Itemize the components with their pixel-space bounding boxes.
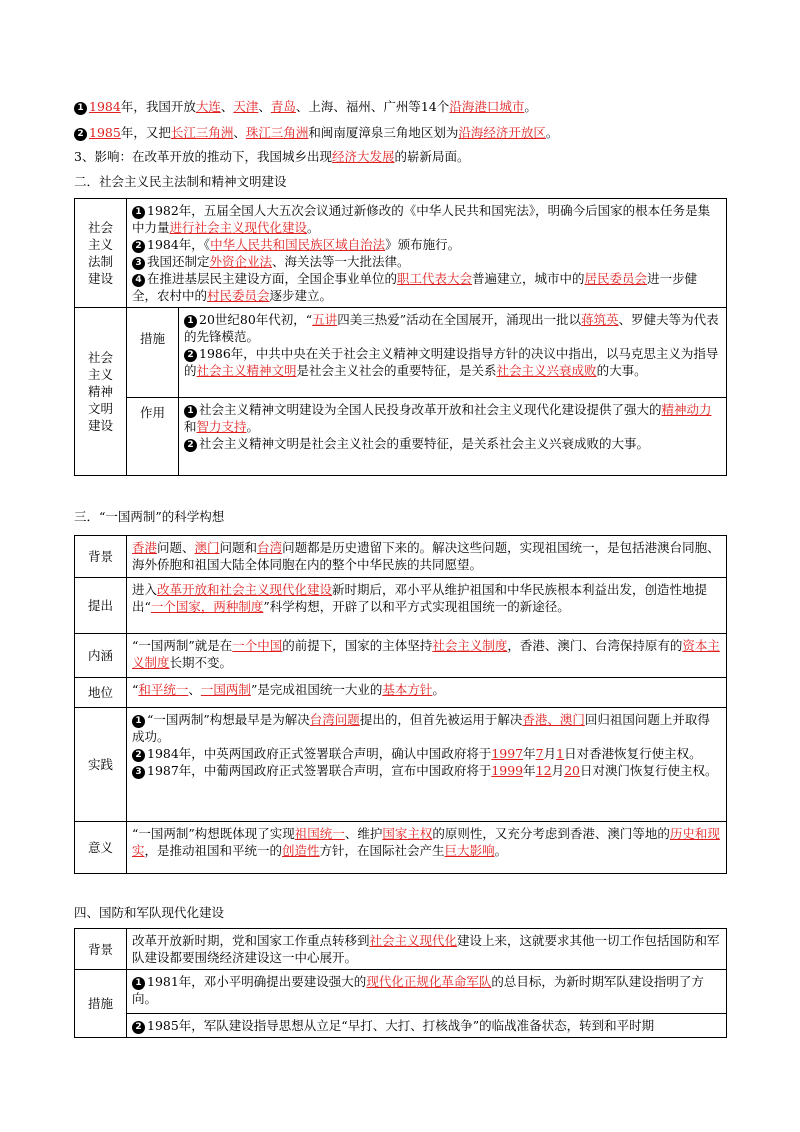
- text-run: 1984年，中英两国政府正式签署联合声明，确认中国政府将于: [147, 746, 492, 761]
- key-term: 1984: [89, 99, 121, 114]
- key-term: 国家主权: [382, 826, 433, 841]
- number-badge-1: 1: [132, 977, 145, 990]
- text-run: 日对香港恢复行使主权。: [564, 746, 702, 761]
- text-run: 1982年，五届全国人大五次会议通过新修改的《中华人民共和国宪法》，明确今后国家的根本任务是集中力量: [132, 203, 711, 235]
- defense-bg-content: [127, 929, 727, 970]
- content-line: [132, 973, 721, 1007]
- text-run: 提出的，但首先被运用于解决: [359, 712, 523, 727]
- text-run: 逐步建立。: [269, 288, 333, 303]
- text-run: 的原则性，又充分考虑到香港、澳门等地的: [432, 826, 670, 841]
- text-run: 。: [307, 220, 320, 235]
- text-run: 20世纪80年代初，“: [199, 312, 313, 327]
- cuoshi-label: 措施: [127, 308, 179, 398]
- text-run: 、罗健夫等为代表的先锋模范。: [184, 312, 719, 344]
- key-term: 1997: [491, 746, 524, 761]
- text-run: 和闽南厦漳泉三角地区划为: [308, 125, 459, 140]
- key-term: 蒋筑英: [581, 312, 619, 327]
- key-term: 澳门: [194, 540, 220, 555]
- fazhi-header: 社会主义法制建设: [75, 199, 127, 308]
- text-run: 问题都是历史遗留下来的。解决这些问题，实现祖国统一，是包括港澳台同胞、海外侨胞和祖国大陆全体同胞在内的整个中华民族的共同愿望。: [132, 540, 720, 572]
- defense-cs-1: [127, 970, 727, 1014]
- key-term: 20: [564, 763, 580, 778]
- key-term: 社会主义兴衰成败: [496, 363, 597, 378]
- key-term: 智力支持: [196, 419, 247, 434]
- text-run: 、: [258, 99, 271, 114]
- table-row: [75, 678, 727, 708]
- text-run: “一国两制”就是在: [132, 638, 233, 653]
- text-run: 、维护: [344, 826, 383, 841]
- civilization-table: [74, 198, 727, 476]
- key-term: 天津: [233, 99, 259, 114]
- fazhi-content: [127, 199, 727, 308]
- text-run: 的前提下，国家的主体坚持: [282, 638, 433, 653]
- number-badge-1: 1: [132, 206, 145, 219]
- text-run: 。: [494, 843, 508, 858]
- number-badge-1: 1: [184, 315, 197, 328]
- text-run: 社会主义精神文明建设为全国人民投身改革开放和社会主义现代化建设提供了强大的: [199, 402, 662, 417]
- row-content: [127, 634, 727, 678]
- text-run: “一国两制”构想既体现了实现: [132, 826, 295, 841]
- key-term: 香港: [132, 540, 158, 555]
- section-4-heading: 四、国防和军队现代化建设: [74, 905, 225, 920]
- text-run: 长期不变。: [169, 655, 233, 670]
- row-content: [127, 822, 727, 874]
- key-term: 台湾: [257, 540, 283, 555]
- text-run: 、: [233, 125, 246, 140]
- key-term: 社会主义精神文明: [196, 363, 297, 378]
- key-term: 社会主义现代化: [369, 933, 458, 948]
- key-term: 创造性: [282, 843, 320, 858]
- text-run: 。: [545, 125, 559, 140]
- text-run: 社会主义精神文明是社会主义社会的重要特征，是关系社会主义兴衰成败的大事。: [199, 436, 650, 451]
- table-row: [75, 634, 727, 678]
- key-term: 基本方针: [382, 682, 433, 697]
- content-line: [132, 681, 721, 698]
- row-label: 内涵: [75, 634, 127, 678]
- number-badge-2: 2: [132, 240, 145, 253]
- text-run: 年，我国开放: [120, 99, 196, 114]
- defense-cs-label: 措施: [75, 970, 127, 1038]
- text-run: 》颁布施行。: [385, 237, 461, 252]
- number-badge-3: 3: [132, 257, 145, 270]
- text-run: 建设上来，这就要求其他一切工作包括国防和军队建设都要围绕经济建设这一中心展开。: [132, 933, 720, 965]
- row-label: 背景: [75, 536, 127, 578]
- text-run: 月: [543, 746, 557, 761]
- key-term: 村民委员会: [207, 288, 270, 303]
- jingshen-header: 社会主义精神文明建设: [75, 308, 127, 476]
- key-term: 居民委员会: [584, 271, 648, 286]
- table-row: [75, 822, 727, 874]
- text-run: 、上海、福州、广州等14个: [295, 99, 450, 114]
- text-run: “: [132, 682, 139, 697]
- key-term: 12: [535, 763, 552, 778]
- rich-text: [89, 99, 537, 114]
- number-badge-1: 1: [132, 715, 145, 728]
- text-run: 年: [523, 746, 536, 761]
- section-2-heading: 二．社会主义民主法制和精神文明建设: [74, 174, 287, 189]
- text-run: 1984年，《: [147, 237, 211, 252]
- number-badge-2: 2: [132, 1021, 145, 1034]
- content-line: [132, 236, 721, 253]
- text-run: 年: [523, 763, 536, 778]
- key-term: 1985: [89, 125, 121, 140]
- text-run: 1987年，中葡两国政府正式签署联合声明，宣布中国政府将于: [147, 763, 492, 778]
- number-badge-2: 2: [74, 128, 87, 141]
- content-line: [132, 270, 721, 304]
- text-run: 3、影响：在改革开放的推动下，我国城乡出现: [74, 149, 332, 164]
- zuoyong-label: 作用: [127, 398, 179, 476]
- key-term: 社会主义制度: [432, 638, 508, 653]
- content-line: [132, 581, 721, 615]
- key-term: 青岛: [270, 99, 296, 114]
- key-term: 一个中国: [232, 638, 283, 653]
- text-run: ”是完成祖国统一大业的: [250, 682, 383, 697]
- key-term: 长江三角洲: [170, 125, 234, 140]
- table-row: [75, 578, 727, 634]
- key-term: 历史和现实: [132, 826, 720, 858]
- text-run: 在推进基层民主建设方面，全国企事业单位的: [147, 271, 398, 286]
- text-run: 进一步健全，农村中的: [132, 271, 698, 303]
- section-3-heading: 三．“一国两制”的科学构想: [74, 509, 225, 524]
- key-term: 巨大影响: [444, 843, 495, 858]
- text-run: 普遍建立，城市中的: [472, 271, 585, 286]
- key-term: 改革开放和社会主义现代化建设: [157, 582, 333, 597]
- number-badge-2: 2: [184, 439, 197, 452]
- content-line: [132, 745, 721, 762]
- text-run: 、: [220, 99, 234, 114]
- text-run: 新时期后，邓小平从维护祖国和中华民族根本利益出发，创造性地提出“: [132, 582, 708, 614]
- number-badge-1: 1: [74, 102, 87, 115]
- key-term: 珠江三角洲: [245, 125, 309, 140]
- row-label: 实践: [75, 708, 127, 822]
- row-content: [127, 708, 727, 822]
- key-term: 外资企业法: [209, 254, 273, 269]
- number-badge-2: 2: [184, 349, 197, 362]
- rich-text: [89, 125, 558, 140]
- zuoyong-content: [179, 398, 727, 476]
- key-term: 和平统一: [138, 682, 189, 697]
- key-term: 一个国家，两种制度: [150, 599, 264, 614]
- intro-line-1: [74, 98, 537, 116]
- text-run: 改革开放新时期，党和国家工作重点转移到: [132, 933, 370, 948]
- key-term: 1: [556, 746, 565, 761]
- number-badge-2: 2: [132, 749, 145, 762]
- intro-line-2: [74, 124, 558, 142]
- content-line: [132, 711, 721, 745]
- content-line: [184, 311, 721, 345]
- impact-line: [74, 148, 470, 166]
- text-run: 。: [246, 419, 260, 434]
- key-term: 大连: [195, 99, 221, 114]
- text-run: 、: [188, 682, 201, 697]
- key-term: 职工代表大会: [397, 271, 473, 286]
- text-run: 四美三热爱”活动在全国展开，涌现出一批以: [337, 312, 582, 327]
- key-term: 台湾问题: [309, 712, 360, 727]
- text-run: 1986年，中共中央在关于社会主义精神文明建设指导方针的决议中指出，以马克思主义为指导的: [184, 346, 719, 378]
- cuoshi-content: [179, 308, 727, 398]
- text-run: 的崭新局面。: [394, 149, 470, 164]
- content-line: [132, 253, 721, 270]
- key-term: 1999: [491, 763, 524, 778]
- key-term: 现代化正规化革命军队: [366, 974, 492, 989]
- content-line: [184, 345, 721, 379]
- content-line: [132, 539, 721, 573]
- text-run: 的总目标，为新时期军队建设指明了方向。: [132, 974, 704, 1006]
- key-term: 沿海经济开放区: [458, 125, 546, 140]
- row-content: [127, 578, 727, 634]
- text-run: 日对澳门恢复行使主权。: [579, 763, 718, 778]
- key-term: 精神动力: [661, 402, 712, 417]
- text-run: 1981年，邓小平明确提出要建设强大的: [147, 974, 367, 989]
- content-line: [184, 435, 721, 452]
- defense-bg-label: 背景: [75, 929, 127, 970]
- text-run: 月: [551, 763, 565, 778]
- row-label: 意义: [75, 822, 127, 874]
- text-run: 问题和: [219, 540, 258, 555]
- table-row: [75, 536, 727, 578]
- text-run: “一国两制”构想最早是为解决: [147, 712, 310, 727]
- number-badge-3: 3: [132, 766, 145, 779]
- content-line: [132, 762, 721, 779]
- text-run: 。: [432, 682, 445, 697]
- text-run: ，是推动祖国和平统一的: [144, 843, 283, 858]
- text-run: 1985年，军队建设指导思想从立足“早打、大打、打核战争”的临战准备状态，转到和平时期: [147, 1018, 655, 1033]
- key-term: 一国两制: [200, 682, 251, 697]
- key-term: 五讲: [312, 312, 338, 327]
- content-line: [132, 932, 721, 966]
- key-term: 7: [535, 746, 544, 761]
- table-row: [75, 708, 727, 822]
- key-term: 中华人民共和国民族区域自治法: [210, 237, 386, 252]
- text-run: 年，又把: [120, 125, 171, 140]
- defense-cs-2: [127, 1014, 727, 1038]
- content-line: [132, 202, 721, 236]
- content-line: [132, 825, 721, 859]
- key-term: 祖国统一: [294, 826, 345, 841]
- content-line: [132, 637, 721, 671]
- key-term: 进行社会主义现代化建设: [169, 220, 308, 235]
- text-run: 和: [184, 419, 197, 434]
- row-content: [127, 678, 727, 708]
- key-term: 香港、澳门: [522, 712, 585, 727]
- content-line: [184, 401, 721, 435]
- key-term: 经济大发展: [331, 149, 395, 164]
- text-run: ，香港、澳门、台湾保持原有的: [507, 638, 683, 653]
- text-run: 问题、: [157, 540, 195, 555]
- text-run: 、海关法等一大批法律。: [272, 254, 410, 269]
- text-run: 是社会主义社会的重要特征，是关系: [296, 363, 497, 378]
- text-run: 的大事。: [596, 363, 647, 378]
- row-content: [127, 536, 727, 578]
- number-badge-4: 4: [132, 274, 145, 287]
- text-run: 方针，在国际社会产生: [319, 843, 445, 858]
- text-run: ”科学构想，开辟了以和平方式实现祖国统一的新途径。: [263, 599, 570, 614]
- content-line: [132, 1017, 721, 1034]
- key-term: 沿海港口城市: [449, 99, 525, 114]
- text-run: 进入: [132, 582, 158, 597]
- row-label: 地位: [75, 678, 127, 708]
- text-run: 我国还制定: [147, 254, 210, 269]
- defense-table: [74, 928, 727, 1038]
- text-run: 。: [524, 99, 537, 114]
- number-badge-1: 1: [184, 405, 197, 418]
- key-term: 资本主义制度: [132, 638, 720, 670]
- one-country-two-systems-table: [74, 535, 727, 874]
- row-label: 提出: [75, 578, 127, 634]
- text-run: 回归祖国问题上并取得成功。: [132, 712, 710, 744]
